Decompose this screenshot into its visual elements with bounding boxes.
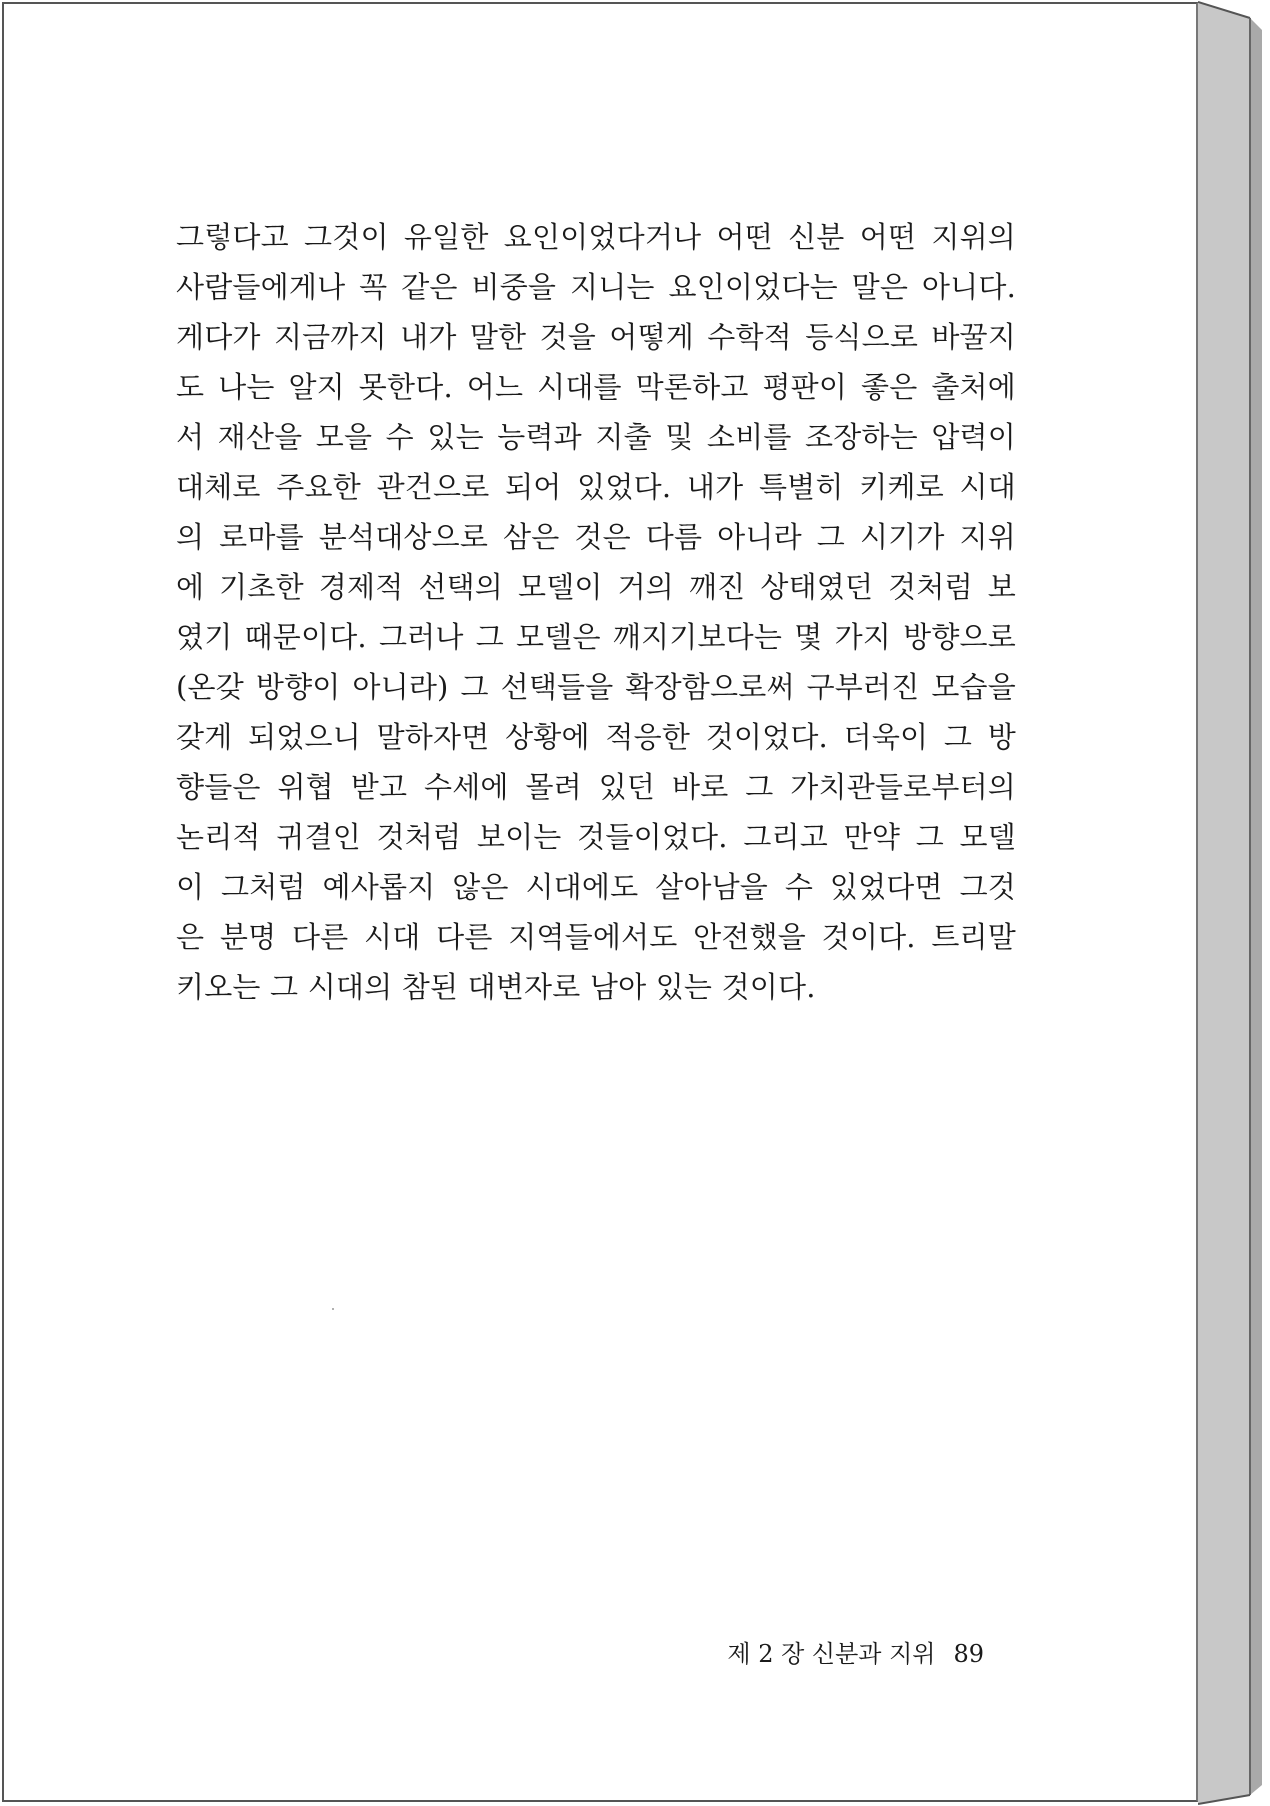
text-line: 향들은 위협 받고 수세에 몰려 있던 바로 그 가치관들로부터의 <box>176 770 1016 804</box>
running-footer <box>704 1634 984 1674</box>
text-line: 에 기초한 경제적 선택의 모델이 거의 깨진 상태였던 것처럼 보 <box>176 570 1016 604</box>
text-line: (온갖 방향이 아니라) 그 선택들을 확장함으로써 구부러진 모습을 <box>176 670 1016 704</box>
book-page <box>2 2 1198 1802</box>
text-line: 의 로마를 분석대상으로 삼은 것은 다름 아니라 그 시기가 지위 <box>176 520 1016 554</box>
book-edge-shadow <box>1198 0 1270 1806</box>
page-number: 89 <box>953 1640 984 1668</box>
scan-speck <box>332 1308 334 1310</box>
chapter-title: 제 2 장 신분과 지위 <box>727 1640 936 1668</box>
text-line: 키오는 그 시대의 참된 대변자로 남아 있는 것이다. <box>176 970 816 1004</box>
text-line: 이 그처럼 예사롭지 않은 시대에도 살아남을 수 있었다면 그것 <box>176 870 1016 904</box>
text-line: 사람들에게나 꼭 같은 비중을 지니는 요인이었다는 말은 아니다. <box>176 270 1016 304</box>
text-line: 게다가 지금까지 내가 말한 것을 어떻게 수학적 등식으로 바꿀지 <box>176 320 1016 354</box>
text-line: 은 분명 다른 시대 다른 지역들에서도 안전했을 것이다. 트리말 <box>176 920 1016 954</box>
text-line: 그렇다고 그것이 유일한 요인이었다거나 어떤 신분 어떤 지위의 <box>176 220 1016 254</box>
text-line: 대체로 주요한 관건으로 되어 있었다. 내가 특별히 키케로 시대 <box>176 470 1016 504</box>
text-line: 서 재산을 모을 수 있는 능력과 지출 및 소비를 조장하는 압력이 <box>176 420 1016 454</box>
text-line: 였기 때문이다. 그러나 그 모델은 깨지기보다는 몇 가지 방향으로 <box>176 620 1016 654</box>
text-line: 논리적 귀결인 것처럼 보이는 것들이었다. 그리고 만약 그 모델 <box>176 820 1016 854</box>
body-paragraph <box>176 212 1016 1012</box>
text-line: 갖게 되었으니 말하자면 상황에 적응한 것이었다. 더욱이 그 방 <box>176 720 1016 754</box>
text-line: 도 나는 알지 못한다. 어느 시대를 막론하고 평판이 좋은 출처에 <box>176 370 1016 404</box>
